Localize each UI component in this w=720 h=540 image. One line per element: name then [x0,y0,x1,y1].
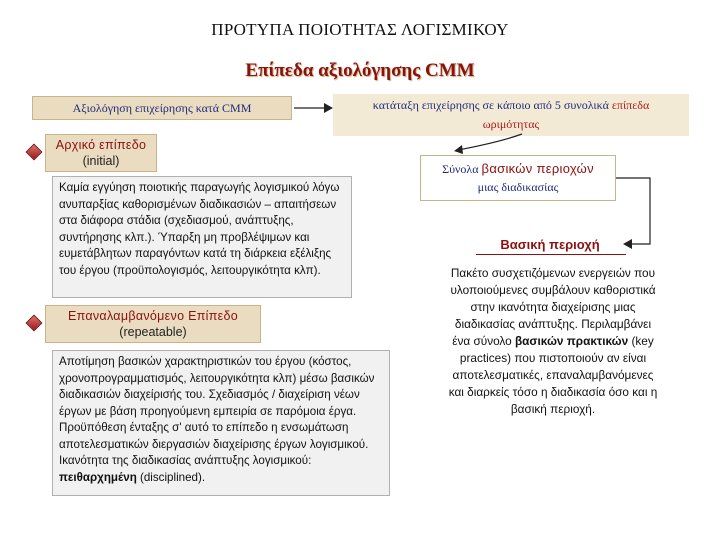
level-initial-title [45,134,157,172]
level-repeatable-name: Επαναλαμβανόμενο Επίπεδο [67,309,239,323]
process-areas-text: Σύνολα [442,162,482,176]
basic-area-text: Πακέτο συσχετιζόμενων ενεργειών που υλοποιούμενες συμβάλουν καθοριστικά στην ικανότητα διαχείρισης μιας διαδικασίας ανάπτυξης. Περιλαμβάνει ένα σύνολο [450,266,656,348]
level-bullet-icon [26,315,43,332]
level-initial-name: Αρχικό επίπεδο [55,138,147,152]
level-bullet-icon [26,144,43,161]
basic-area-description [445,265,661,418]
maturity-header [333,94,689,136]
level-initial-english: (initial) [82,154,120,168]
page-title: ΠΡΟΤΥΠΑ ΠΟΙΟΤΗΤΑΣ ΛΟΓΙΣΜΙΚΟΥ [211,20,509,39]
level-initial-description: Καμία εγγύηση ποιοτικής παραγωγής λογισμικού λόγω ανυπαρξίας καθορισμένων διαδικασιών – απαιτήσεων στα διάφορα στάδια (σχεδιασμού, ανάπτυξης, συντήρησης κλπ.). Ύπαρξη μη προβλέψιμων και ευμετάβλητων παραγόντων κατά τη διάρκεια εξέλιξης του έργου (προϋπολογισμός, λειτουργικότητα κλπ). [52,176,352,298]
level-repeatable-description [52,350,390,496]
maturity-highlight-2: ωριμότητας [482,117,540,131]
basic-area-text-end: (key practices) που πιστοποιούν αν είναι αποτελεσματικές, επαναλαμβανόμενες και διαρκείς τόσο η διαδικασία όσο και η βασική περιοχή. [448,334,658,416]
basic-area-underline [476,254,626,255]
assessment-header: Αξιολόγηση επιχείρησης κατά CMM [32,96,292,120]
maturity-levels-highlight: επίπεδα [611,98,650,112]
maturity-header-text: κατάταξη επιχείρησης σε κάποιο από 5 συνολικά [372,98,612,112]
basic-area-label: Βασική περιοχή [500,237,600,252]
level-repeatable-title [45,305,261,343]
level-repeatable-text: Αποτίμηση βασικών χαρακτηριστικών του έργου (κόστος, χρονοπρογραμματισμός, λειτουργικότητα κλπ) μέσω βασικών διαδικασιών διαχείρισής του. Σχεδιασμός / διαχείριση νέων έργων με βάση προηγούμενη εμπειρία σε παρόμοια έργα. Προϋπόθεση ένταξης σ' αυτό το επίπεδο η ενσωμάτωση αποτελεσματικών διεργασιών διαχείρισης έργων λογισμικού. Ικανότητα της διαδικασίας ανάπτυξης λογισμικού: [59,355,375,467]
level-repeatable-bold: πειθαρχημένη [59,470,137,484]
level-repeatable-text-end: (disciplined). [136,470,206,484]
key-practices-bold: βασικών πρακτικών [514,334,629,348]
level-repeatable-english: (repeatable) [119,325,187,339]
process-areas-box [420,155,616,201]
slide-subtitle: Επίπεδα αξιολόγησης CMM [245,60,475,81]
process-areas-highlight: βασικών περιοχών [481,161,594,176]
process-areas-text-end: μιας διαδικασίας [477,180,559,194]
arrow-right-icon [292,100,334,116]
